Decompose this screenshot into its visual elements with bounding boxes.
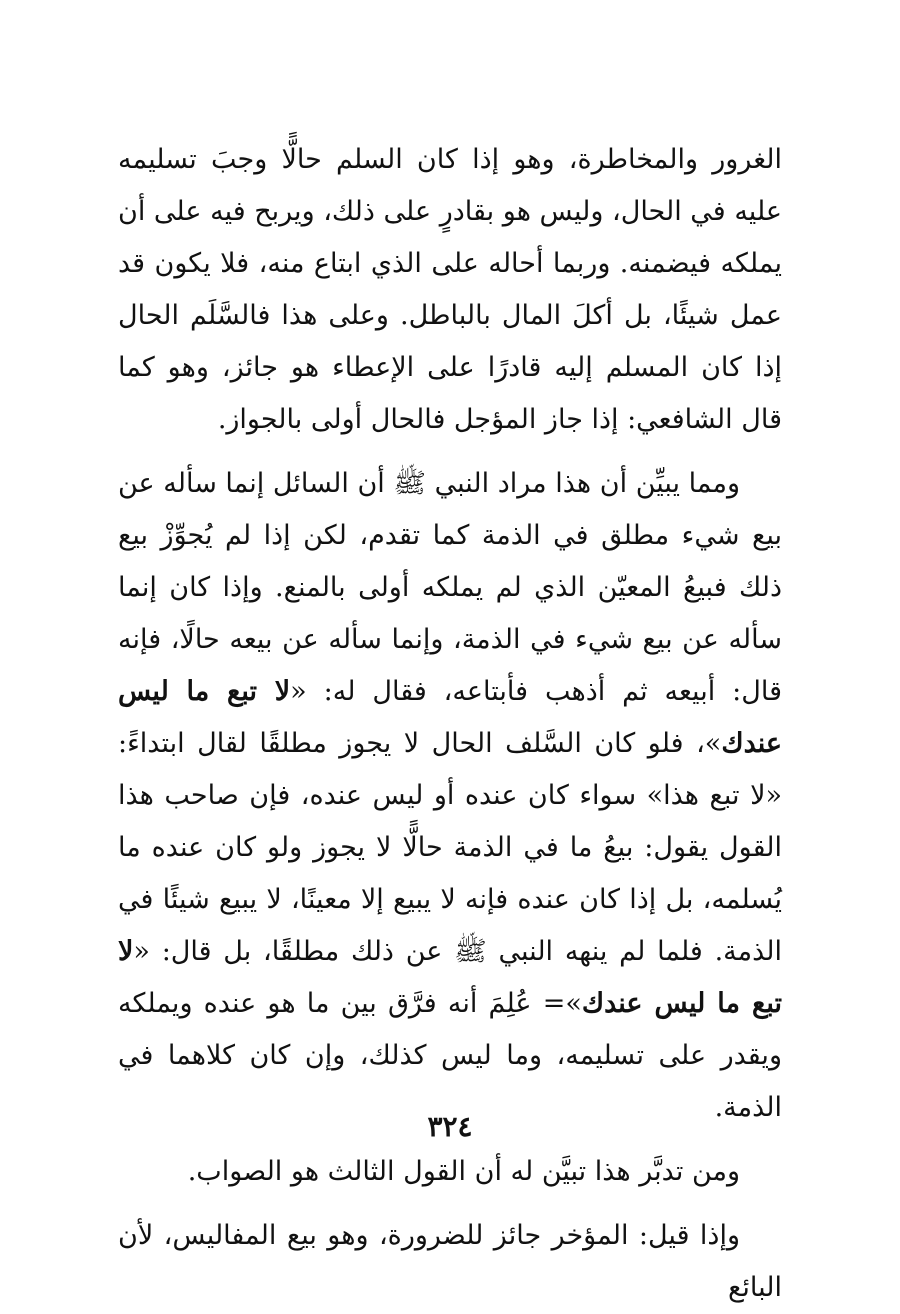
paragraph-2 xyxy=(118,458,782,1134)
paragraph-2-text-b: »، فلو كان السَّلف الحال لا يجوز مطلقًا لقال ابتداءً: «لا تبع هذا» سواء كان عنده أو ليس عنده، فإن صاحب هذا القول يقول: بيعُ ما في الذمة حالًّا لا يجوز ولو كان عنده ما يُسلمه، بل إذا كان عنده فإنه لا يبيع إلا معينًا، لا يبيع شيئًا في الذمة. فلما لم ينهه النبي ﷺ عن ذلك مطلقًا، بل قال: « xyxy=(118,728,782,967)
hadith-quote: لا تبع ما ليس عندك xyxy=(118,676,782,759)
paragraph-4-text: وإذا قيل: المؤخر جائز للضرورة، وهو بيع المفاليس، لأن البائع xyxy=(118,1220,782,1303)
paragraph-3 xyxy=(118,1146,782,1198)
paragraph-4 xyxy=(118,1210,782,1314)
paragraph-1-text: الغرور والمخاطرة، وهو إذا كان السلم حالًّا وجبَ تسليمه عليه في الحال، وليس هو بقادرٍ على ذلك، ويربح فيه على أن يملكه فيضمنه. وربما أحاله على الذي ابتاع منه، فلا يكون قد عمل شيئًا، بل أكلَ المال بالباطل. وعلى هذا فالسَّلَم الحال إذا كان المسلم إليه قادرًا على الإعطاء هو جائز، وهو كما قال الشافعي: إذا جاز المؤجل فالحال أولى بالجواز. xyxy=(118,144,782,435)
paragraph-2-text-a: ومما يبيِّن أن هذا مراد النبي ﷺ أن السائل إنما سأله عن بيع شيء مطلق في الذمة كما تقدم، لكن إذا لم يُجوِّزْ بيع ذلك فبيعُ المعيّن الذي لم يملكه أولى بالمنع. وإذا كان إنما سأله عن بيع شيء في الذمة، وإنما سأله عن بيعه حالًا، فإنه قال: أبيعه ثم أذهب فأبتاعه، فقال له: « xyxy=(118,468,782,707)
page-number: ٣٢٤ xyxy=(427,1110,473,1143)
paragraph-1 xyxy=(118,134,782,446)
hadith-quote: لا تبع ما ليس عندك xyxy=(118,936,782,1019)
paragraph-2-text-c: »= عُلِمَ أنه فرَّق بين ما هو عنده ويملكه ويقدر على تسليمه، وما ليس كذلك، وإن كان كلاهما في الذمة. xyxy=(118,988,782,1123)
paragraph-3-text: ومن تدبَّر هذا تبيَّن له أن القول الثالث هو الصواب. xyxy=(187,1156,740,1187)
